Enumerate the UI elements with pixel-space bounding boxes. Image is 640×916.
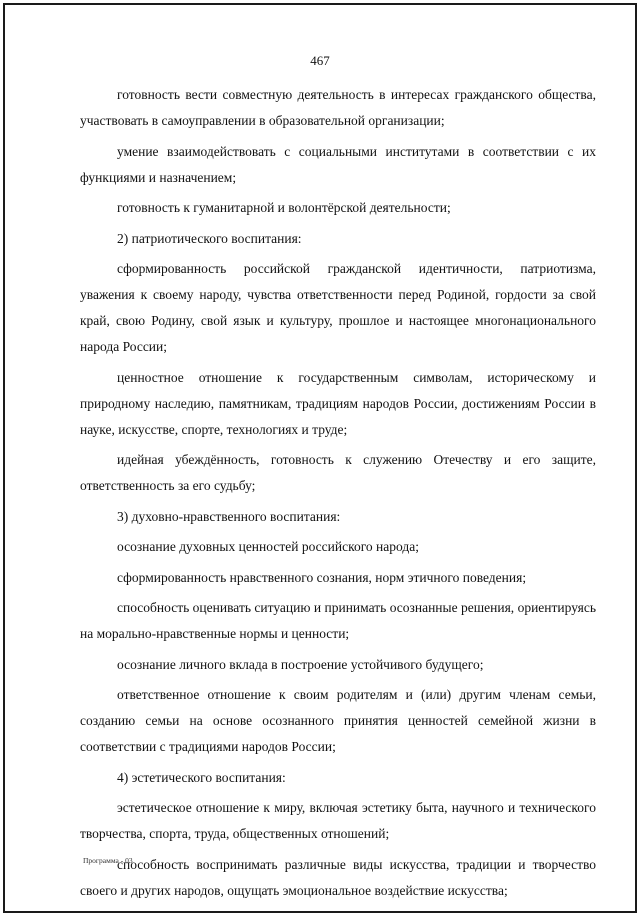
paragraph: сформированность российской гражданской идентичности, патриотизма, уважения к своему народу, чувства ответственности перед Родиной, гордости за свой край, свою Родину, свой язык и культуру, прошлое и настоящее многонационального народа России; xyxy=(80,261,596,354)
paragraph: 2) патриотического воспитания: xyxy=(117,230,302,246)
paragraph: сформированность нравственного сознания, норм этичного поведения; xyxy=(117,569,527,585)
paragraph: готовность к гуманитарной и волонтёрской деятельности; xyxy=(117,200,451,215)
footer-note: Программа - 03 xyxy=(83,856,133,865)
paragraph: 3) духовно-нравственного воспитания: xyxy=(117,508,341,524)
paragraph: способность воспринимать различные виды искусства, традиции и творчество своего и других народов, ощущать эмоциональное воздействие искусства; xyxy=(80,856,596,898)
paragraph: 4) эстетического воспитания: xyxy=(117,769,286,785)
page-number: 467 xyxy=(310,53,330,68)
paragraph: эстетическое отношение к миру, включая эстетику быта, научного и технического творчества, спорта, труда, общественных отношений; xyxy=(80,800,596,841)
paragraph: осознание личного вклада в построение устойчивого будущего; xyxy=(117,656,484,672)
paragraph: готовность вести совместную деятельность в интересах гражданского общества, участвовать в самоуправлении в образовательной организации; xyxy=(80,87,596,128)
paragraph: ценностное отношение к государственным символам, историческому и природному наследию, памятникам, традициям народов России, достижениям России в науке, искусстве, спорте, технологиях и труде; xyxy=(80,369,596,437)
document-body xyxy=(80,82,596,908)
paragraph: идейная убеждённость, готовность к служению Отечеству и его защите, ответственность за его судьбу; xyxy=(80,452,596,493)
paragraph: умение взаимодействовать с социальными институтами в соответствии с их функциями и назначением; xyxy=(80,143,596,185)
paragraph: ответственное отношение к своим родителям и (или) другим членам семьи, созданию семьи на основе осознанного принятия ценностей семейной жизни в соответствии с традициями народов России; xyxy=(80,687,596,754)
paragraph: осознание духовных ценностей российского народа; xyxy=(117,539,419,554)
paragraph: способность оценивать ситуацию и принимать осознанные решения, ориентируясь на морально-нравственные нормы и ценности; xyxy=(80,600,596,641)
